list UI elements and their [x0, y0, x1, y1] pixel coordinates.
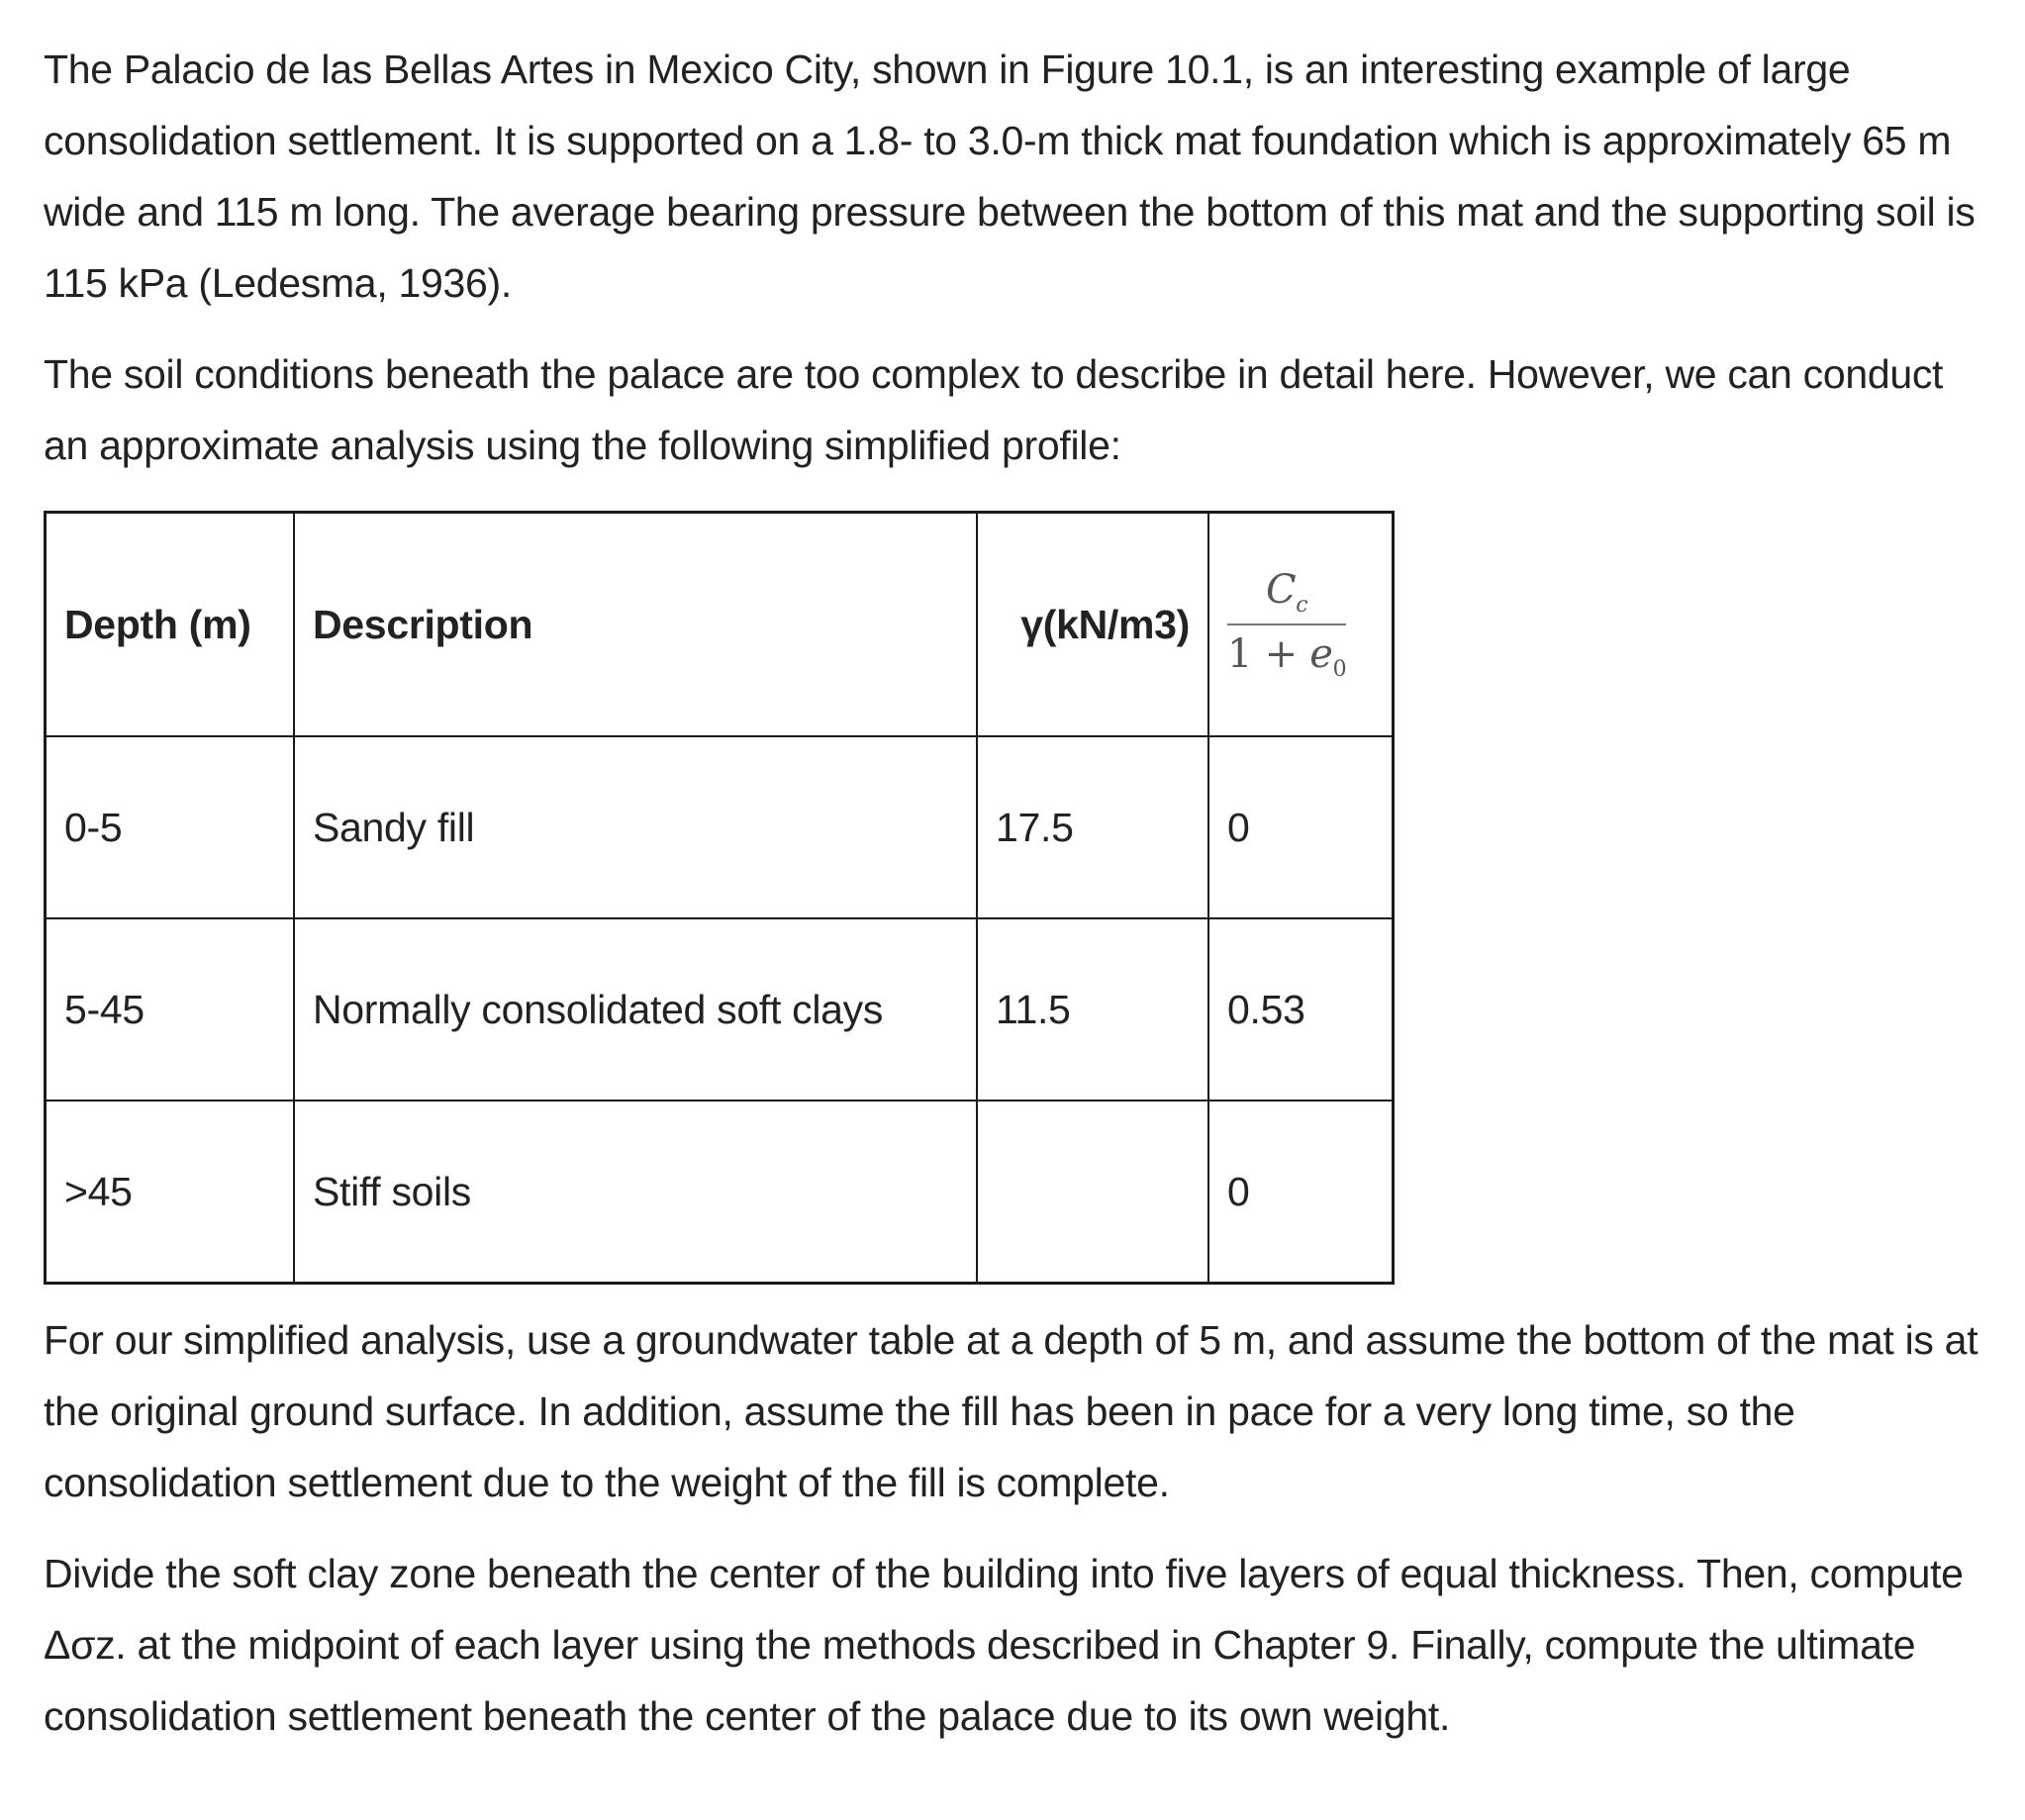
- cell-description: Normally consolidated soft clays: [294, 918, 977, 1101]
- paragraph-intro: The Palacio de las Bellas Artes in Mexico City, shown in Figure 10.1, is an interesting example of large consolidation settlement. It is supported on a 1.8- to 3.0-m thick mat foundation which is approximately 65 m wide and 115 m long. The average bearing pressure between the bottom of this mat and the supporting soil is 115 kPa (Ledesma, 1936).: [44, 47, 1976, 306]
- table-row: [46, 918, 1394, 1101]
- paragraph-soil-conditions: The soil conditions beneath the palace are too complex to describe in detail here. However, we can conduct an approximate analysis using the following simplified profile:: [44, 351, 1944, 468]
- cell-compression-ratio: 0: [1208, 1101, 1394, 1284]
- header-description: Description: [294, 513, 977, 737]
- cell-unit-weight: [977, 1101, 1208, 1284]
- cell-unit-weight: 17.5: [977, 736, 1208, 918]
- cell-unit-weight: 11.5: [977, 918, 1208, 1101]
- cell-depth: >45: [46, 1101, 295, 1284]
- fraction-denominator: $1 + e_0$: [1227, 631, 1347, 682]
- header-unit-weight: γ(kN/m3): [977, 513, 1208, 737]
- table-row: [46, 1101, 1394, 1284]
- soil-profile-table: [44, 511, 1395, 1285]
- compression-ratio-fraction: [1227, 567, 1346, 682]
- table-header-row: [46, 513, 1394, 737]
- paragraph-analysis-assumptions: For our simplified analysis, use a groundwater table at a depth of 5 m, and assume the bottom of the mat is at the original ground surface. In addition, assume the fill has been in pace for a very long time, so the consolidation settlement due to the weight of the fill is complete.: [44, 1317, 1978, 1505]
- cell-depth: 5-45: [46, 918, 295, 1101]
- header-depth: Depth (m): [46, 513, 295, 737]
- paragraph-instructions: Divide the soft clay zone beneath the center of the building into five layers of equal thickness. Then, compute Δσz. at the midpoint of each layer using the methods described in Chapter 9. Finally, compute the ultimate consolidation settlement beneath the center of the palace due to its own weight.: [44, 1551, 1964, 1739]
- header-compression-ratio: [1208, 513, 1394, 737]
- cell-compression-ratio: 0.53: [1208, 918, 1394, 1101]
- table-row: [46, 736, 1394, 918]
- document-body: [44, 34, 1998, 1752]
- cell-compression-ratio: 0: [1208, 736, 1394, 918]
- cell-description: Stiff soils: [294, 1101, 977, 1284]
- cell-description: Sandy fill: [294, 736, 977, 918]
- fraction-numerator: $C_c$: [1227, 567, 1346, 625]
- cell-depth: 0-5: [46, 736, 295, 918]
